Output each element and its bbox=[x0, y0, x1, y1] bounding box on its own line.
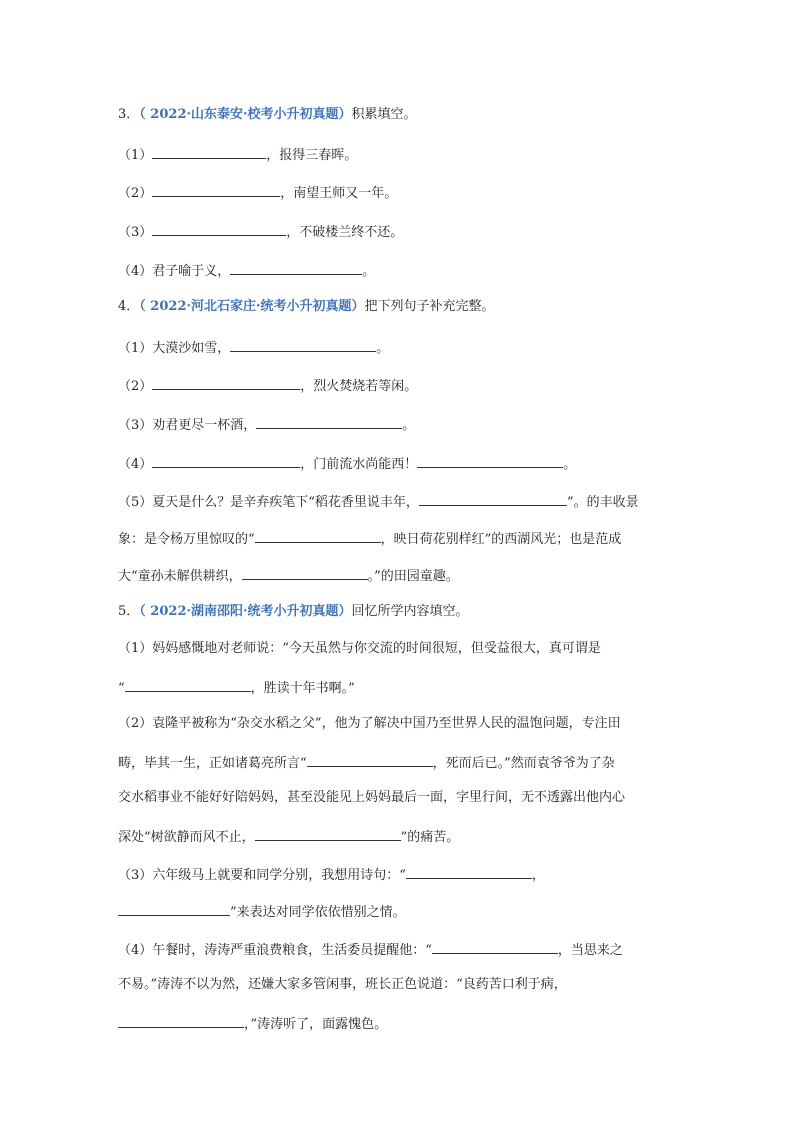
answer-blank[interactable] bbox=[152, 453, 300, 468]
question-5-header bbox=[118, 603, 469, 621]
answer-blank[interactable] bbox=[307, 752, 433, 767]
item-label: （4） bbox=[118, 457, 153, 472]
q4-item-2 bbox=[118, 375, 417, 396]
item-text: 。 bbox=[362, 264, 376, 279]
item-text: 。 bbox=[563, 457, 577, 472]
item-text: （2）袁隆平被称为“杂交水稻之父”，他为了解决中国乃至世界人民的温饱问题，专注田 bbox=[118, 716, 621, 731]
item-text: 深处“树欲静而风不止， bbox=[118, 830, 255, 845]
question-number: 5． bbox=[118, 604, 140, 619]
q4-item-5-line3 bbox=[118, 565, 459, 586]
q5-item-2-line2 bbox=[118, 752, 615, 773]
question-3-header bbox=[118, 106, 417, 124]
item-text: 夏天是什么？是辛弃疾笔下“稻花香里说丰年， bbox=[152, 495, 419, 510]
item-text: 象：是令杨万里惊叹的“ bbox=[118, 532, 255, 547]
item-text: 畴，毕其一生，正如诸葛亮所言“ bbox=[118, 756, 307, 771]
answer-blank[interactable] bbox=[230, 260, 362, 275]
item-label: （2） bbox=[118, 379, 153, 394]
q5-item-3-line1 bbox=[118, 864, 545, 885]
item-text: ”来表达对同学依依惜别之情。 bbox=[230, 905, 406, 920]
item-text: ，门前流水尚能西！ bbox=[300, 457, 418, 472]
q4-item-1 bbox=[118, 337, 389, 358]
item-text: 。 bbox=[376, 341, 390, 356]
item-text: ，南望王师又一年。 bbox=[280, 186, 398, 201]
item-text: 。 bbox=[402, 418, 416, 433]
answer-blank[interactable] bbox=[118, 901, 230, 916]
q3-item-3 bbox=[118, 221, 403, 242]
q3-item-4 bbox=[118, 260, 375, 281]
item-label: （5） bbox=[118, 495, 153, 510]
item-text: ，胜读十年书啊。” bbox=[250, 681, 355, 696]
question-source: （ 2022·湖南邵阳·统考小升初真题） bbox=[139, 604, 352, 619]
item-text: ，不破楼兰终不还。 bbox=[286, 225, 404, 240]
answer-blank[interactable] bbox=[118, 1013, 244, 1028]
question-instruction: 把下列句子补充完整。 bbox=[364, 299, 495, 314]
question-number: 4． bbox=[118, 299, 140, 314]
item-text: 大“童孙未解供耕织， bbox=[118, 569, 242, 584]
item-text: ，死而后已。”然而袁爷爷为了杂 bbox=[432, 756, 615, 771]
q5-item-1-line2 bbox=[118, 677, 355, 698]
answer-blank[interactable] bbox=[152, 375, 300, 390]
question-instruction: 积累填空。 bbox=[351, 107, 417, 122]
q5-item-1-line1 bbox=[118, 640, 601, 658]
answer-blank[interactable] bbox=[432, 939, 558, 954]
q4-item-5-line2 bbox=[118, 528, 621, 549]
item-text: ，烈火焚烧若等闲。 bbox=[300, 379, 418, 394]
item-label: （3） bbox=[118, 225, 153, 240]
q3-item-1 bbox=[118, 144, 357, 165]
q4-item-3 bbox=[118, 414, 415, 435]
answer-blank[interactable] bbox=[152, 182, 280, 197]
question-source: （ 2022·河北石家庄·统考小升初真题） bbox=[139, 299, 365, 314]
item-text: ，”涛涛听了，面露愧色。 bbox=[244, 1017, 388, 1032]
item-text: ，映日荷花别样红”的西湖风光；也是范成 bbox=[380, 532, 622, 547]
answer-blank[interactable] bbox=[419, 491, 567, 506]
item-text: 君子喻于义， bbox=[152, 264, 231, 279]
q5-item-2-line1 bbox=[118, 715, 621, 733]
answer-blank[interactable] bbox=[125, 677, 251, 692]
item-label: （1） bbox=[118, 341, 153, 356]
answer-blank[interactable] bbox=[255, 826, 401, 841]
q4-item-5-line1 bbox=[118, 491, 639, 512]
item-text: （3）六年级马上就要和同学分别，我想用诗句：“ bbox=[118, 868, 406, 883]
question-instruction: 回忆所学内容填空。 bbox=[351, 604, 469, 619]
q5-item-2-line4 bbox=[118, 826, 459, 847]
answer-blank[interactable] bbox=[152, 221, 286, 236]
item-label: （1） bbox=[118, 148, 153, 163]
item-text: （4）午餐时，涛涛严重浪费粮食，生活委员提醒他：“ bbox=[118, 943, 432, 958]
q5-item-3-line2 bbox=[118, 901, 406, 922]
item-text: ”。的丰收景 bbox=[566, 495, 639, 510]
answer-blank[interactable] bbox=[152, 144, 266, 159]
item-text: 。”的田园童趣。 bbox=[367, 569, 459, 584]
q5-item-2-line3 bbox=[118, 789, 625, 807]
answer-blank[interactable] bbox=[230, 337, 376, 352]
question-source: （ 2022·山东泰安·校考小升初真题） bbox=[139, 107, 352, 122]
item-text: （1）妈妈感慨地对老师说：“今天虽然与你交流的时间很短，但受益很大，真可谓是 bbox=[118, 641, 601, 656]
item-label: （2） bbox=[118, 186, 153, 201]
item-label: （3） bbox=[118, 418, 153, 433]
item-text: 不易。”涛涛不以为然，还嫌大家多管闲事，班长正色说道：“良药苦口利于病， bbox=[118, 977, 567, 992]
q3-item-2 bbox=[118, 182, 397, 203]
item-text: ，当思来之 bbox=[557, 943, 623, 958]
question-number: 3． bbox=[118, 107, 140, 122]
answer-blank[interactable] bbox=[255, 528, 381, 543]
item-text: ， bbox=[531, 868, 545, 883]
question-4-header bbox=[118, 298, 495, 316]
q4-item-4 bbox=[118, 453, 576, 474]
q5-item-4-line3 bbox=[118, 1013, 387, 1034]
item-text: 劝君更尽一杯酒， bbox=[152, 418, 257, 433]
item-text: 交水稻事业不能好好陪妈妈，甚至没能见上妈妈最后一面，字里行间，无不透露出他内心 bbox=[118, 790, 626, 805]
item-text: “ bbox=[118, 681, 125, 696]
answer-blank[interactable] bbox=[406, 864, 532, 879]
answer-blank[interactable] bbox=[242, 565, 368, 580]
item-text: 大漠沙如雪， bbox=[152, 341, 231, 356]
item-text: ”的痛苦。 bbox=[400, 830, 460, 845]
answer-blank[interactable] bbox=[256, 414, 402, 429]
answer-blank[interactable] bbox=[417, 453, 563, 468]
q5-item-4-line2 bbox=[118, 976, 567, 994]
q5-item-4-line1 bbox=[118, 939, 623, 960]
item-label: （4） bbox=[118, 264, 153, 279]
item-text: ，报得三春晖。 bbox=[266, 148, 358, 163]
